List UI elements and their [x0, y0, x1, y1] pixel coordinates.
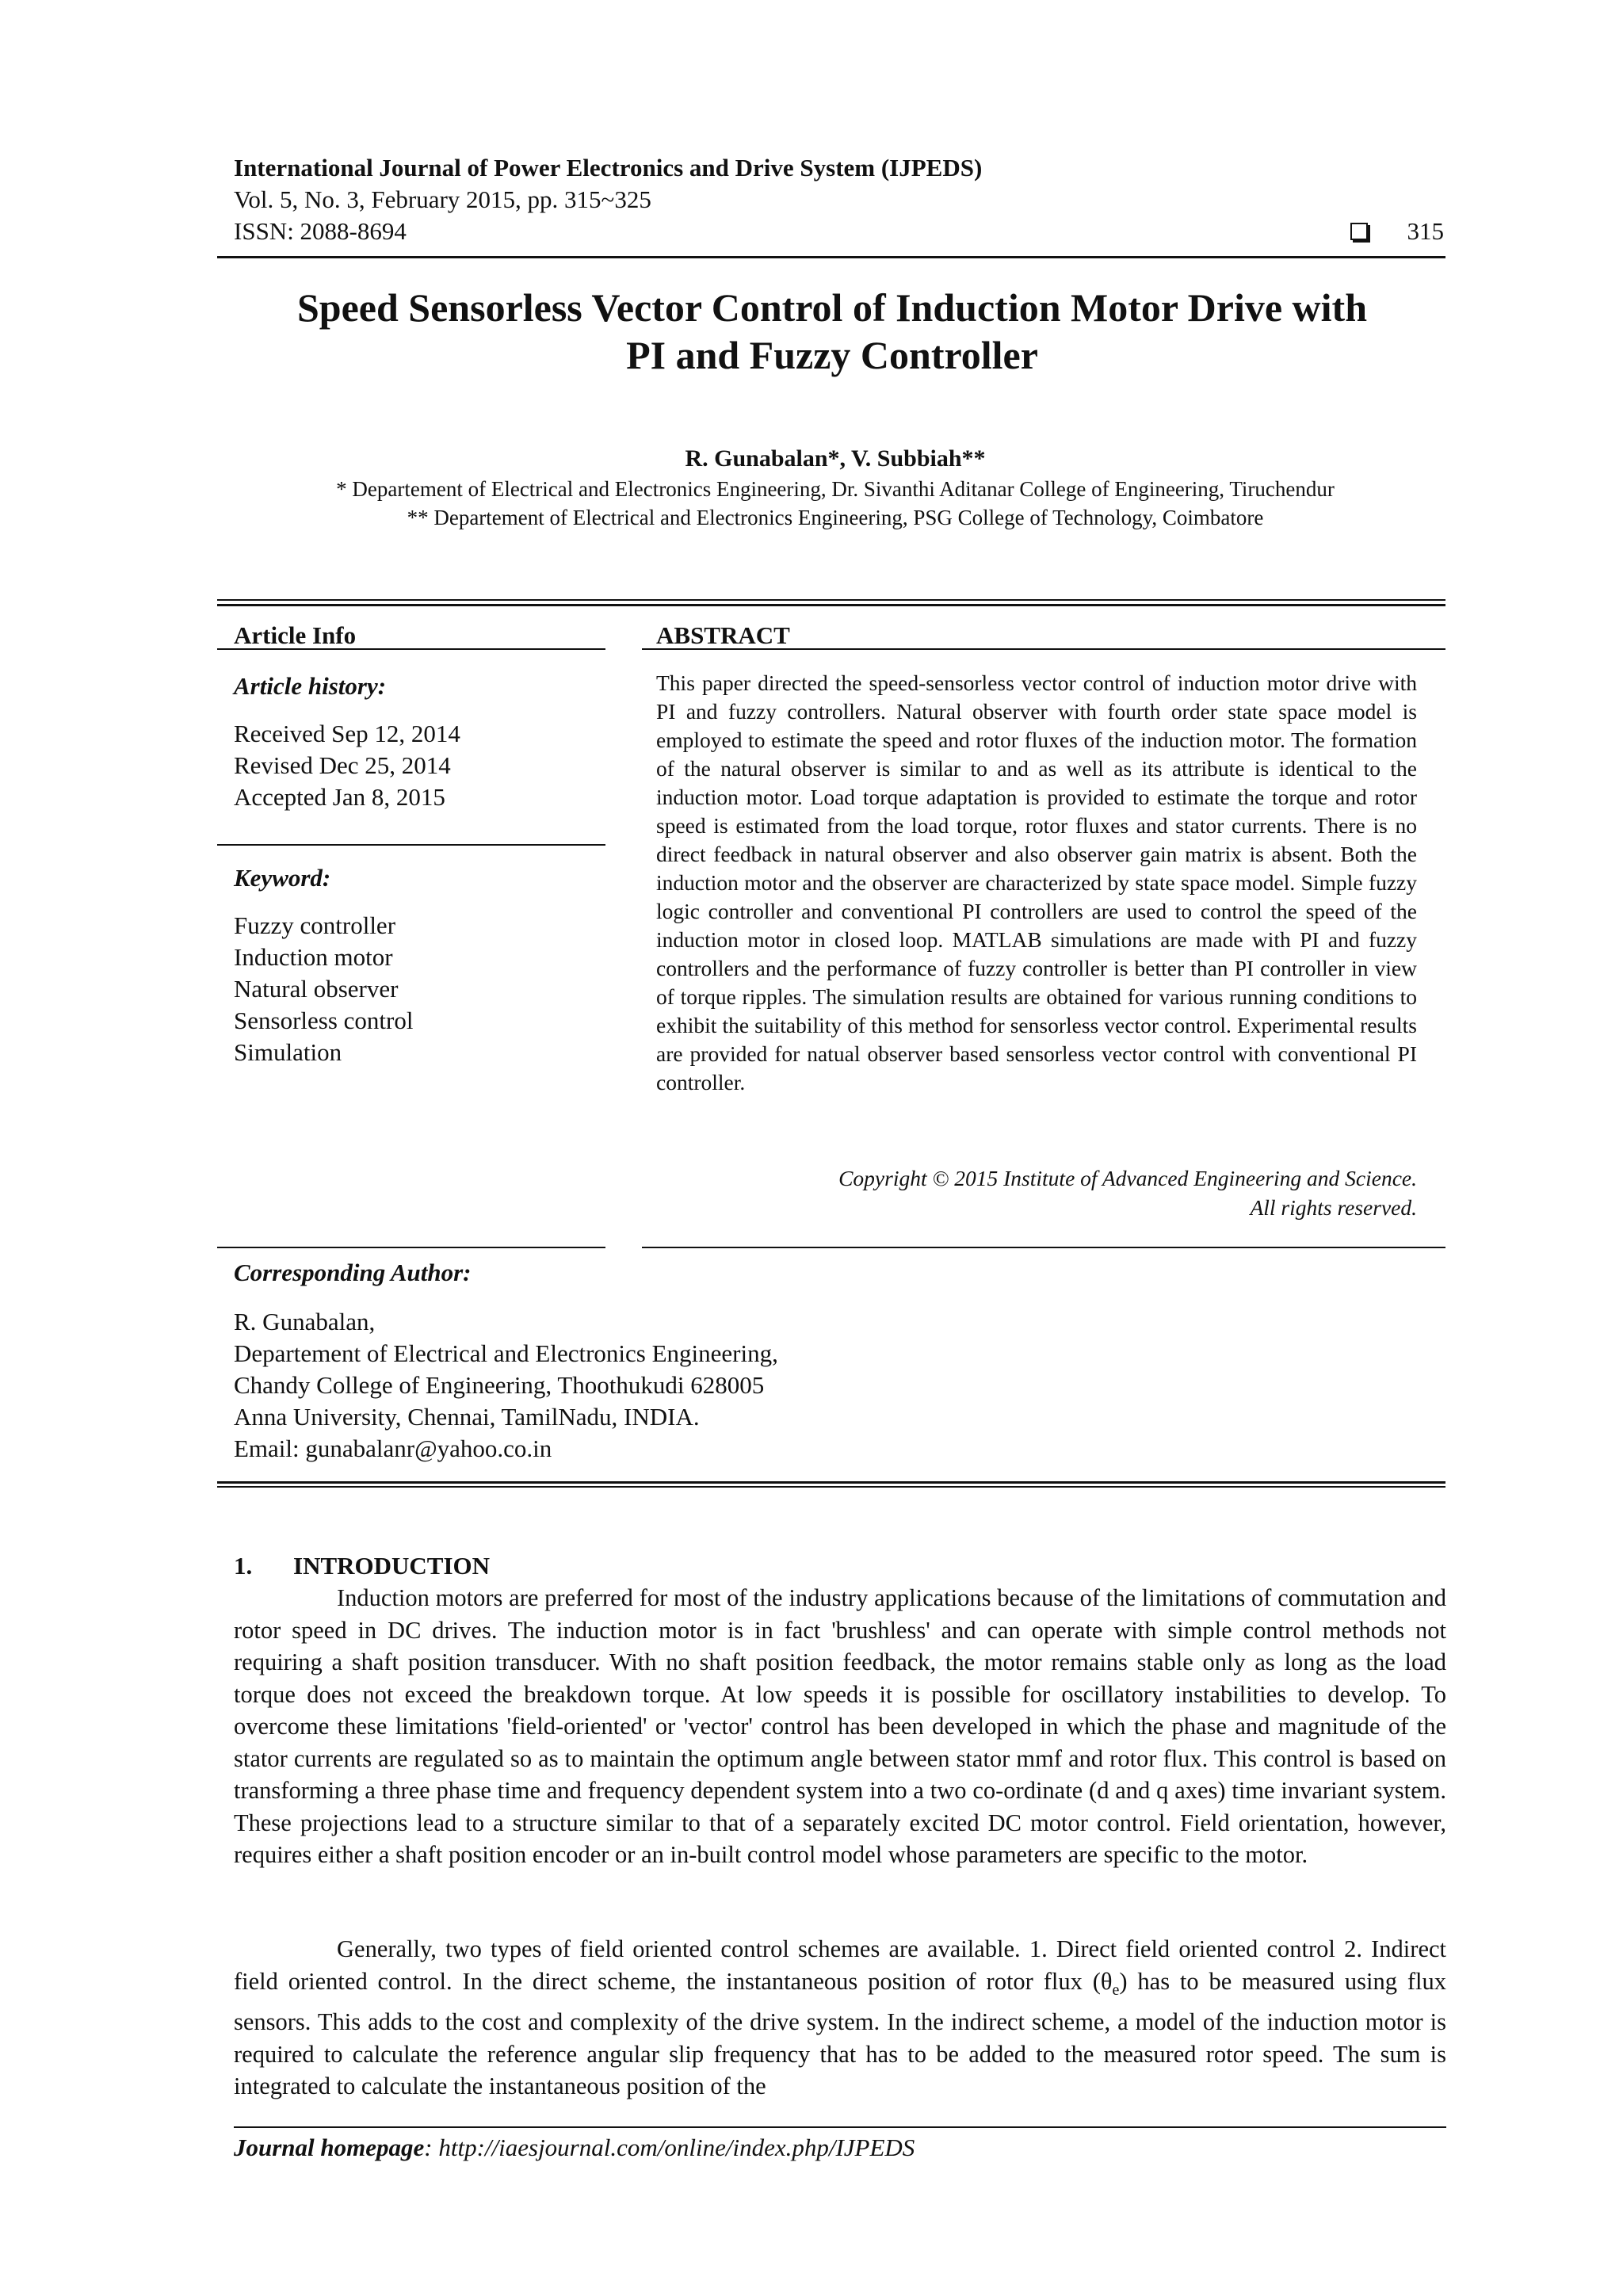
copyright-line-1: Copyright © 2015 Institute of Advanced Engineering and Science.	[838, 1166, 1417, 1190]
introduction-heading	[234, 1552, 490, 1580]
author-college: Chandy College of Engineering, Thoothukudi 628005	[234, 1371, 765, 1399]
abstract-body: This paper directed the speed-sensorless vector control of induction motor drive with PI and fuzzy controllers. Natural observer with fourth order state space model is employed to estimate the speed and rotor fluxes of the induction motor. The formation of the natural observer is similar to and as well as its attribute is identical to the induction motor. Load torque adaptation is provided to estimate the torque and rotor speed is estimated from the load torque, rotor fluxes and stator currents. There is no direct feedback in natural observer and also observer gain matrix is absent. Both the induction motor and the observer are characterized by state space model. Simple fuzzy logic controller and conventional PI controllers are used to control the speed of the induction motor in closed loop. MATLAB simulations are made with PI and fuzzy controllers and the performance of fuzzy controller is better than PI controller in view of torque ripples. The simulation results are obtained for various running conditions to exhibit the suitability of this method for sensorless vector control. Experimental results are provided for natual observer based sensorless vector control with conventional PI controller.	[656, 670, 1417, 1095]
keyword-item: Sensorless control	[234, 1007, 414, 1034]
paragraph-text	[234, 1933, 1446, 2103]
square-bullet-icon	[1350, 223, 1368, 240]
info-bottom-rule-1	[217, 1481, 1445, 1484]
keyword-list	[234, 910, 413, 1068]
authors: R. Gunabalan*, V. Subbiah**	[685, 445, 986, 472]
title-line-2: PI and Fuzzy Controller	[626, 333, 1038, 377]
keyword-item: Induction motor	[234, 943, 393, 971]
corresponding-author-heading: Corresponding Author:	[234, 1259, 472, 1286]
keyword-item: Fuzzy controller	[234, 911, 396, 939]
volume-info: Vol. 5, No. 3, February 2015, pp. 315~325	[234, 185, 651, 213]
paper-title	[206, 284, 1458, 379]
revised-date: Revised Dec 25, 2014	[234, 751, 451, 779]
keyword-heading: Keyword:	[234, 864, 331, 892]
affiliation-2: ** Departement of Electrical and Electronics Engineering, PSG College of Technology, Coimbatore	[407, 506, 1264, 529]
author-email: Email: gunabalanr@yahoo.co.in	[234, 1435, 552, 1462]
affiliation-1: * Departement of Electrical and Electronics Engineering, Dr. Sivanthi Aditanar College of Engineering, Tiruchendur	[336, 477, 1335, 501]
author-name: R. Gunabalan,	[234, 1308, 376, 1335]
keyword-item: Natural observer	[234, 975, 399, 1003]
journal-title: International Journal of Power Electronics and Drive System (IJPEDS)	[234, 154, 983, 181]
accepted-date: Accepted Jan 8, 2015	[234, 783, 445, 811]
footer-rule	[234, 2126, 1446, 2128]
info-bottom-rule-2	[217, 1486, 1445, 1488]
keyword-item: Simulation	[234, 1038, 342, 1066]
article-history-list	[234, 718, 460, 813]
para2-text-a: Generally, two types of field oriented control schemes are available. 1. Direct field oriented control 2. Indirect field oriented control. In the direct scheme, the instantaneous position of rotor flux (θ	[234, 1935, 1446, 1995]
corresponding-author-details	[234, 1306, 778, 1465]
abstract-bottom-rule	[642, 1247, 1445, 1248]
info-top-rule-1	[217, 599, 1445, 601]
article-history-heading: Article history:	[234, 672, 387, 700]
author-department: Departement of Electrical and Electronics Engineering,	[234, 1339, 778, 1367]
homepage-url[interactable]: : http://iaesjournal.com/online/index.php/IJPEDS	[424, 2134, 915, 2161]
header-rule	[217, 256, 1445, 258]
title-line-1: Speed Sensorless Vector Control of Induction Motor Drive with	[297, 285, 1367, 330]
intro-paragraph-2	[234, 1933, 1446, 2103]
intro-paragraph-1	[234, 1582, 1446, 1871]
history-rule	[217, 844, 605, 846]
abstract-heading: ABSTRACT	[656, 621, 790, 649]
journal-homepage	[234, 2134, 915, 2162]
copyright-line-2: All rights reserved.	[1250, 1195, 1417, 1220]
page-number-block	[1350, 217, 1445, 246]
author-university: Anna University, Chennai, TamilNadu, INDIA.	[234, 1403, 700, 1431]
section-title: INTRODUCTION	[293, 1552, 491, 1580]
paragraph-text: Induction motors are preferred for most of the industry applications because of the limitations of commutation and rotor speed in DC drives. The induction motor is in fact 'brushless' and can operate with simple control methods not requiring a shaft position transducer. With no shaft position feedback, the motor remains stable only as long as the load torque does not exceed the breakdown torque. At low speeds it is possible for oscillatory instabilities to develop. To overcome these limitations 'field-oriented' or 'vector' control has been developed in which the phase and magnitude of the stator currents are regulated so as to maintain the optimum angle between stator mmf and rotor flux. This control is based on transforming a three phase time and frequency dependent system into a two co-ordinate (d and q axes) time invariant system. These projections lead to a structure similar to that of a separately excited DC motor control. Field orientation, however, requires either a shaft position encoder or an in-built control model whose parameters are specific to the motor.	[234, 1584, 1446, 1868]
info-top-rule-2	[217, 604, 1445, 606]
para2-text-b: ) has to be measured using flux sensors. This adds to the cost and complexity of the drive system. In the indirect scheme, a model of the induction motor is required to calculate the reference angular slip frequency that has to be added to the measured rotor speed. The sum is integrated to calculate the instantaneous position of the	[234, 1967, 1446, 2100]
page-number: 315	[1407, 217, 1444, 245]
article-info-heading: Article Info	[234, 621, 357, 649]
copyright-notice	[838, 1163, 1417, 1222]
para2-subscript: e	[1112, 1981, 1120, 1999]
issn: ISSN: 2088-8694	[234, 217, 407, 245]
section-number: 1.	[234, 1552, 253, 1580]
homepage-label: Journal homepage	[234, 2134, 425, 2161]
keywords-bottom-rule	[217, 1247, 605, 1248]
received-date: Received Sep 12, 2014	[234, 720, 460, 747]
